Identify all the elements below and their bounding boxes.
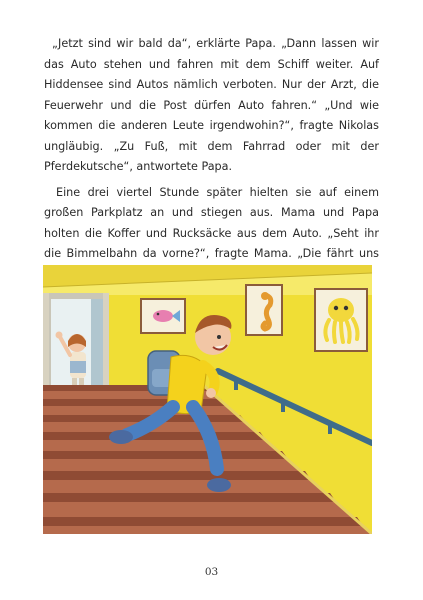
page-number: 03 <box>204 566 219 578</box>
fish-picture <box>141 299 185 333</box>
paragraph-2: Eine drei viertel Stunde später hielten sie auf einem großen Parkplatz an und stiegen aus. Mama und Papa holten die Koffer und Rucksäcke aus dem Auto. „Seht ihr die Bimmelbahn da vorne?“, fragte Mama. „Die fährt uns <box>44 185 379 260</box>
story-text <box>44 34 379 290</box>
staircase-illustration <box>43 265 372 534</box>
octopus-picture <box>315 289 367 351</box>
paragraph-1: „Jetzt sind wir bald da“, erklärte Papa. „Dann lassen wir das Auto stehen und fahren mit dem Schiff weiter. Auf Hiddensee sind Autos nämlich verboten. Nur der Arzt, die Feuerwehr und die Post dürfen Auto fahren.“ „Und wie kommen die anderen Leute irgendwohin?“, fragte Nikolas ungläubig. „Zu Fuß, mit dem Fahrrad oder mit der Pferdekutsche“, antwortete Papa. <box>44 37 379 173</box>
seahorse-picture <box>246 285 282 335</box>
